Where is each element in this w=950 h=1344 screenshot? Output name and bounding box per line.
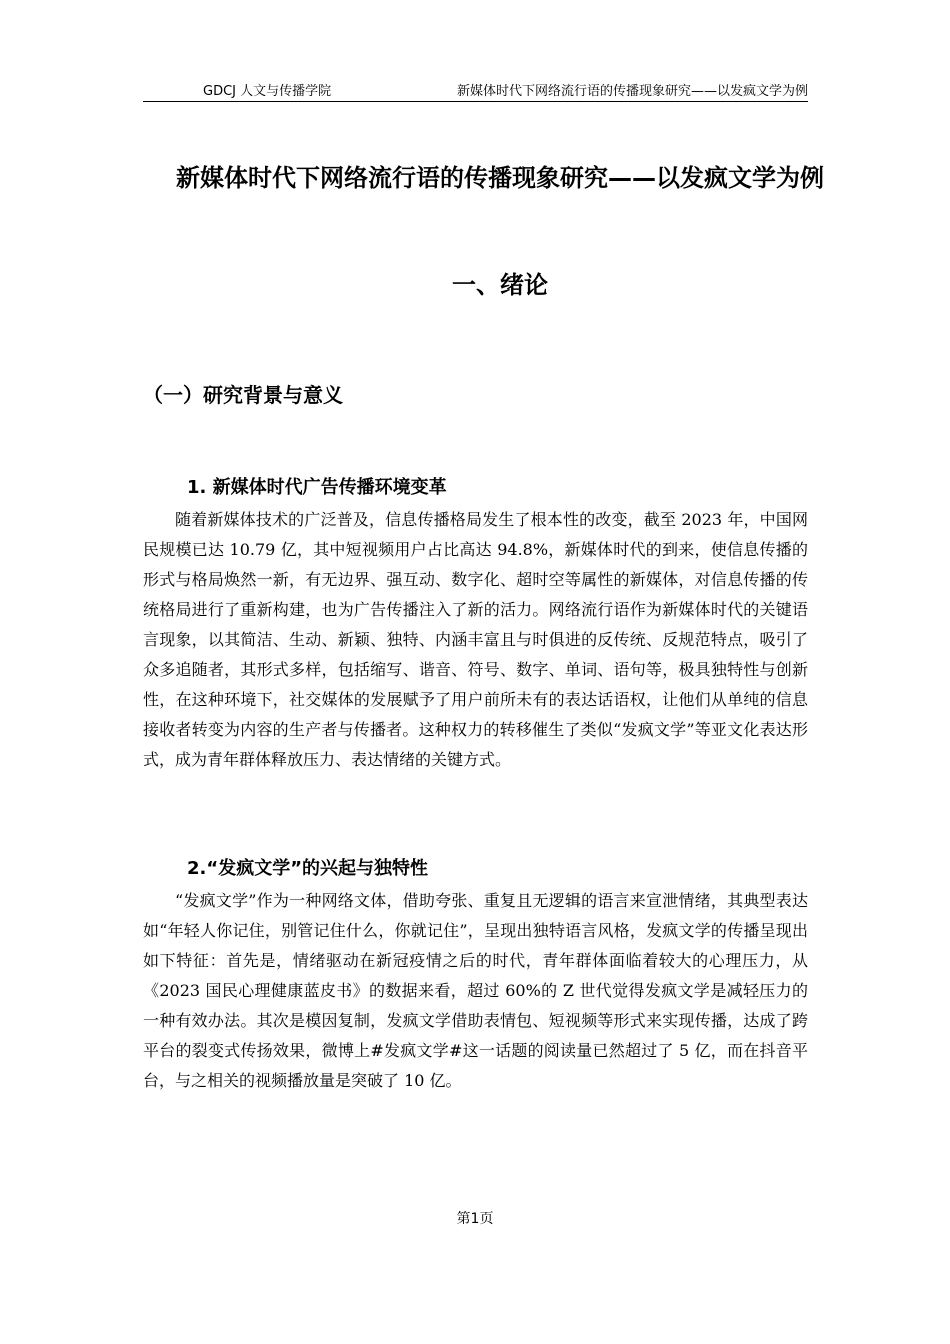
document-title: 新媒体时代下网络流行语的传播现象研究——以发疯文学为例 bbox=[176, 164, 824, 192]
subsection-title-2: 2.“发疯文学”的兴起与独特性 bbox=[187, 858, 429, 879]
section-title: （一）研究背景与意义 bbox=[143, 383, 343, 407]
header-rule bbox=[143, 101, 808, 102]
subsection-title-1: 1. 新媒体时代广告传播环境变革 bbox=[187, 477, 447, 498]
page-header bbox=[143, 78, 808, 100]
header-institution: GDCJ 人文与传播学院 bbox=[203, 84, 332, 99]
page-number: 第1页 bbox=[456, 1211, 494, 1227]
chapter-title: 一、绪论 bbox=[452, 271, 548, 299]
subsection-paragraph-1: 随着新媒体技术的广泛普及，信息传播格局发生了根本性的改变，截至 2023 年，中国网民规模已达 10.79 亿，其中短视频用户占比高达 94.8%，新媒体时代的到来，使信息传播的形式与格局焕然一新，有无边界、强互动、数字化、超时空等属性的新媒体，对信息传播的传统格局进行了重新构建，也为广告传播注入了新的活力。网络流行语作为新媒体时代的关键语言现象，以其简洁、生动、新颖、独特、内涵丰富且与时俱进的反传统、反规范特点，吸引了众多追随者，其形式多样，包括缩写、谐音、符号、数字、单词、语句等，极具独特性与创新性，在这种环境下，社交媒体的发展赋予了用户前所未有的表达话语权，让他们从单纯的信息接收者转变为内容的生产者与传播者。这种权力的转移催生了类似“发疯文学”等亚文化表达形式，成为青年群体释放压力、表达情绪的关键方式。 bbox=[143, 510, 808, 769]
header-running-title: 新媒体时代下网络流行语的传播现象研究——以发疯文学为例 bbox=[456, 84, 808, 99]
subsection-paragraph-2: “发疯文学”作为一种网络文体，借助夸张、重复且无逻辑的语言来宣泄情绪，其典型表达如“年轻人你记住，别管记住什么，你就记住”，呈现出独特语言风格，发疯文学的传播呈现出如下特征：首先是，情绪驱动在新冠疫情之后的时代，青年群体面临着较大的心理压力，从《2023 国民心理健康蓝皮书》的数据来看，超过 60%的 Z 世代觉得发疯文学是减轻压力的一种有效办法。其次是模因复制，发疯文学借助表情包、短视频等形式来实现传播，达成了跨平台的裂变式传扬效果，微博上#发疯文学#这一话题的阅读量已然超过了 5 亿，而在抖音平台，与之相关的视频播放量是突破了 10 亿。 bbox=[143, 891, 808, 1090]
